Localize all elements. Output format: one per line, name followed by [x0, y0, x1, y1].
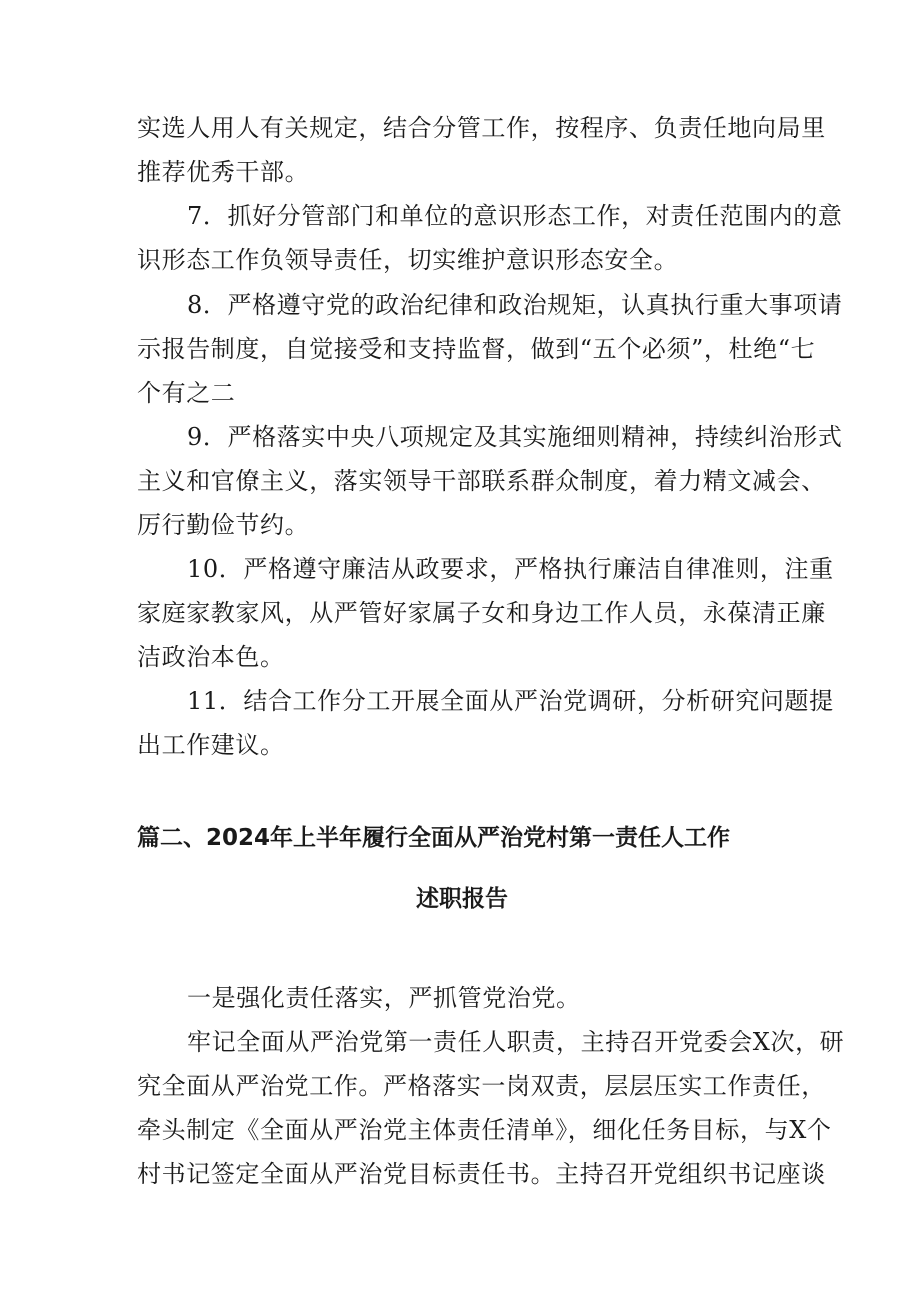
item-8-line-2: 示报告制度，自觉接受和支持监督，做到“五个必须”，杜绝“七	[137, 335, 816, 363]
item-9-line-1: 9．严格落实中央八项规定及其实施细则精神，持续纠治形式	[187, 423, 843, 451]
item-11-line-2: 出工作建议。	[137, 731, 285, 759]
body-subheading: 一是强化责任落实，严抓管党治党。	[187, 984, 581, 1012]
section-title-line-2: 述职报告	[416, 886, 508, 912]
body-paragraph-line-3: 牵头制定《全面从严治党主体责任清单》，细化任务目标，与X个	[137, 1116, 832, 1144]
item-9-line-3: 厉行勤俭节约。	[137, 511, 310, 539]
item-10-line-3: 洁政治本色。	[137, 643, 285, 671]
item-7-line-1: 7．抓好分管部门和单位的意识形态工作，对责任范围内的意	[187, 202, 843, 230]
section-title-line-1: 篇二、2024年上半年履行全面从严治党村第一责任人工作	[137, 825, 731, 851]
body-paragraph-line-2: 究全面从严治党工作。严格落实一岗双责，层层压实工作责任，	[137, 1072, 826, 1100]
item-9-line-2: 主义和官僚主义，落实领导干部联系群众制度，着力精文减会、	[137, 467, 826, 495]
item-10-line-2: 家庭家教家风，从严管好家属子女和身边工作人员，永葆清正廉	[137, 599, 826, 627]
continuation-line-2: 推荐优秀干部。	[137, 158, 310, 186]
item-10-line-1: 10．严格遵守廉洁从政要求，严格执行廉洁自律准则，注重	[187, 555, 834, 583]
item-8-line-3: 个有之二	[137, 379, 236, 407]
body-paragraph-line-1: 牢记全面从严治党第一责任人职责，主持召开党委会X次，研	[187, 1028, 845, 1056]
continuation-line-1: 实选人用人有关规定，结合分管工作，按程序、负责任地向局里	[137, 114, 826, 142]
item-7-line-2: 识形态工作负领导责任，切实维护意识形态安全。	[137, 246, 679, 274]
body-paragraph-line-4: 村书记签定全面从严治党目标责任书。主持召开党组织书记座谈	[137, 1160, 826, 1188]
item-11-line-1: 11．结合工作分工开展全面从严治党调研，分析研究问题提	[187, 687, 834, 715]
item-8-line-1: 8．严格遵守党的政治纪律和政治规矩，认真执行重大事项请	[187, 291, 843, 319]
